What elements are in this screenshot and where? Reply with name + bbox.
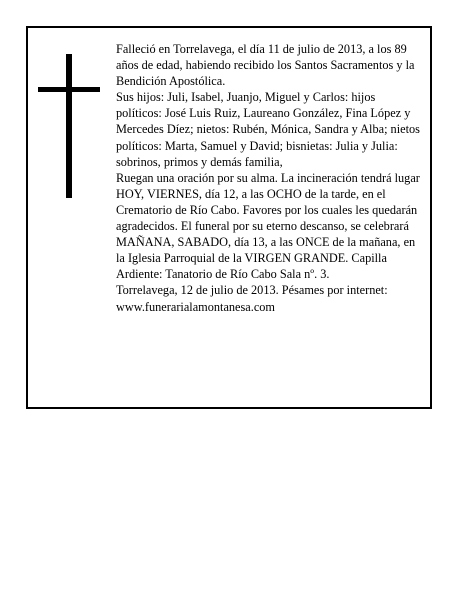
death-announcement: Falleció en Torrelavega, el día 11 de julio de 2013, a los 89 años de edad, habiendo recibido los Santos Sacramentos y la Bendición Apostólica. (116, 42, 415, 89)
obituary-notice (26, 26, 432, 409)
service-details: Ruegan una oración por su alma. La incineración tendrá lugar HOY, VIERNES, día 12, a las OCHO de la tarde, en el Crematorio de Río Cabo. Favores por los cuales les quedarán agradecidos. El funeral por su eterno descanso, se celebrará MAÑANA, SABADO, día 13, a las ONCE de la mañana, en la Iglesia Parroquial de la VIRGEN GRANDE. Capilla Ardiente: Tanatorio de Río Cabo Sala nº. 3. (116, 170, 420, 282)
notice-text (116, 41, 424, 315)
cross-horizontal-bar (38, 87, 100, 92)
cross-vertical-bar (66, 54, 72, 198)
cross-icon (38, 54, 102, 198)
closing-line: Torrelavega, 12 de julio de 2013. Pésames por internet: www.funerarialamontanesa.com (116, 283, 388, 314)
family-list: Sus hijos: Juli, Isabel, Juanjo, Miguel y Carlos: hijos políticos: José Luis Ruiz, Laureano González, Fina López y Mercedes Díez; nietos: Rubén, Mónica, Sandra y Alba; nietos políticos: Marta, Samuel y David; bisnietas: Julia y Julia: sobrinos, primos y demás familia, (116, 90, 420, 169)
